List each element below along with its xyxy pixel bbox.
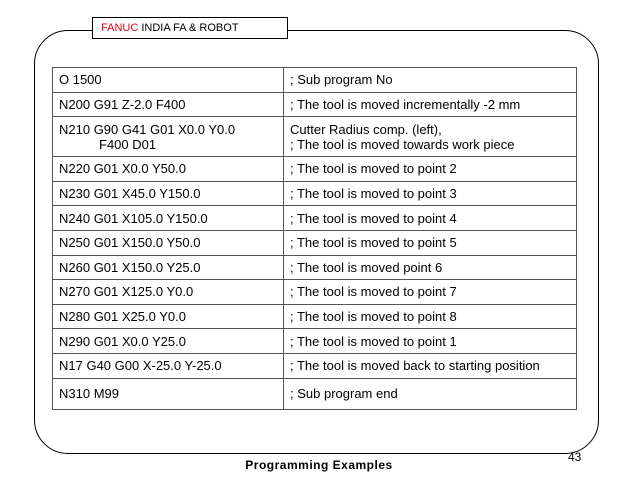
table-row: [53, 230, 577, 255]
comment-cell: ; Sub program end: [284, 378, 577, 409]
table-row: [53, 329, 577, 354]
comment-cell: ; The tool is moved to point 8: [284, 304, 577, 329]
comment-line-continued: ; The tool is moved towards work piece: [290, 136, 515, 152]
comment-cell: ; Sub program No: [284, 68, 577, 93]
code-cell: N17 G40 G00 X-25.0 Y-25.0: [53, 353, 284, 378]
comment-cell: ; The tool is moved point 6: [284, 255, 577, 280]
table-row: [53, 92, 577, 117]
table-row: [53, 353, 577, 378]
code-cell: N240 G01 X105.0 Y150.0: [53, 206, 284, 231]
header-subtitle: INDIA FA & ROBOT: [141, 22, 239, 34]
table-row: [53, 117, 577, 157]
brand-name: FANUC: [101, 22, 139, 34]
table-row: [53, 157, 577, 182]
comment-cell: ; The tool is moved to point 1: [284, 329, 577, 354]
comment-line: Cutter Radius comp. (left),: [290, 121, 442, 137]
comment-cell: ; The tool is moved incrementally -2 mm: [284, 92, 577, 117]
code-cell: N200 G91 Z-2.0 F400: [53, 92, 284, 117]
code-line-continued: F400 D01: [99, 136, 157, 152]
code-cell: O 1500: [53, 68, 284, 93]
comment-cell: ; The tool is moved to point 2: [284, 157, 577, 182]
header-tab: [92, 17, 288, 39]
table-row: [53, 378, 577, 409]
footer-title: Programming Examples: [245, 458, 393, 472]
code-cell: N230 G01 X45.0 Y150.0: [53, 181, 284, 206]
comment-cell: ; The tool is moved back to starting position: [284, 353, 577, 378]
code-line: N210 G90 G41 G01 X0.0 Y0.0: [59, 121, 236, 137]
comment-cell: [284, 117, 577, 157]
code-cell: N310 M99: [53, 378, 284, 409]
code-cell: N260 G01 X150.0 Y25.0: [53, 255, 284, 280]
code-cell: N220 G01 X0.0 Y50.0: [53, 157, 284, 182]
table-row: [53, 206, 577, 231]
comment-cell: ; The tool is moved to point 4: [284, 206, 577, 231]
page-number: 43: [568, 450, 582, 464]
table-row: [53, 181, 577, 206]
code-cell: N250 G01 X150.0 Y50.0: [53, 230, 284, 255]
table-row: [53, 304, 577, 329]
comment-cell: ; The tool is moved to point 5: [284, 230, 577, 255]
table-row: [53, 255, 577, 280]
program-table: [52, 67, 577, 410]
table-row: [53, 68, 577, 93]
comment-cell: ; The tool is moved to point 7: [284, 280, 577, 305]
code-cell: N280 G01 X25.0 Y0.0: [53, 304, 284, 329]
code-cell: [53, 117, 284, 157]
table-row: [53, 280, 577, 305]
code-cell: N290 G01 X0.0 Y25.0: [53, 329, 284, 354]
comment-cell: ; The tool is moved to point 3: [284, 181, 577, 206]
code-cell: N270 G01 X125.0 Y0.0: [53, 280, 284, 305]
